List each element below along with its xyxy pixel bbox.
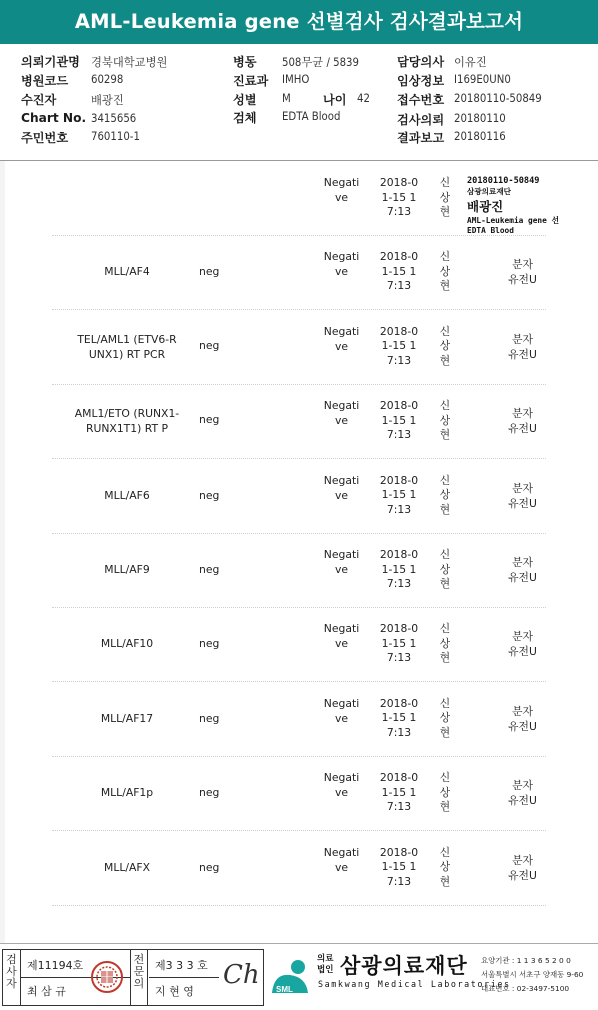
doctor-value: 이유진	[454, 56, 487, 69]
verifier-name	[436, 325, 454, 369]
department-line2: 유전U	[508, 645, 537, 659]
code-value: 60298	[91, 73, 124, 86]
result-category	[319, 845, 364, 875]
result-row	[0, 310, 598, 384]
specimen-label: 검체	[233, 111, 257, 125]
verifier-line3: 현	[439, 577, 451, 590]
verifier-line1: 신	[439, 250, 451, 264]
test-name-line2: RUNX1T1) RT P	[85, 422, 169, 436]
verifier-line3: 현	[439, 353, 451, 367]
result-row	[0, 607, 598, 681]
datetime-line2: 1-15 1	[381, 413, 417, 427]
datetime-line2: 1-15 1	[381, 636, 417, 650]
verifier-line3: 현	[439, 279, 451, 293]
id-label: 주민번호	[21, 131, 69, 145]
category-line2: ve	[334, 414, 349, 428]
datetime-line1: 2018-0	[379, 250, 419, 264]
sex-value: M	[282, 92, 291, 105]
examiner-v3: 자	[6, 977, 17, 990]
verifier-line2: 상	[439, 636, 451, 650]
department-line1: 분자	[512, 556, 533, 569]
category-line2: ve	[334, 637, 349, 651]
results-table	[0, 161, 598, 943]
specialist-v2: 문	[133, 965, 145, 978]
test-name	[52, 488, 202, 503]
signature-box	[2, 949, 264, 1006]
patient-value: 배광진	[91, 94, 124, 107]
ward-label: 병동	[233, 55, 257, 69]
test-name-line1: MLL/AF6	[104, 488, 150, 502]
result-row	[0, 384, 598, 458]
verifier-line2: 상	[439, 711, 451, 725]
org-english-name: Samkwang Medical Laboratories	[318, 979, 511, 989]
test-name	[52, 264, 202, 279]
verifier-line1: 신	[439, 473, 451, 487]
test-name-line1: MLL/AFX	[104, 860, 150, 874]
department-line2: 유전U	[508, 273, 537, 287]
verifier-line2: 상	[439, 190, 451, 204]
verifier-line2: 상	[439, 860, 451, 874]
datetime-line1: 2018-0	[379, 324, 419, 338]
datetime-line2: 1-15 1	[381, 488, 417, 502]
category-line1: Negati	[323, 845, 360, 859]
examiner-v2: 사	[6, 965, 17, 978]
org-type-line1: 의료	[317, 954, 334, 964]
test-name	[52, 860, 202, 875]
category-line2: ve	[334, 786, 349, 800]
department-line1: 분자	[512, 407, 533, 421]
verifier-line1: 신	[439, 324, 451, 338]
test-result: neg	[199, 786, 220, 800]
verifier-line2: 상	[439, 488, 451, 502]
department	[495, 555, 550, 585]
result-datetime	[374, 622, 424, 666]
result-category	[319, 770, 364, 800]
datetime-line3: 7:13	[386, 428, 412, 442]
verifier-name	[436, 474, 454, 518]
result-category	[319, 473, 364, 503]
specialist-signature: Ch	[223, 960, 260, 990]
department	[495, 853, 550, 883]
category-line2: ve	[334, 860, 349, 874]
clinical-label: 임상정보	[397, 74, 445, 88]
sml-logo-text: SML	[276, 985, 293, 994]
result-datetime	[374, 697, 424, 741]
specialist-v1: 전	[133, 953, 145, 966]
specimen-value: EDTA Blood	[282, 110, 341, 123]
result-datetime	[374, 771, 424, 815]
test-result: neg	[199, 860, 220, 874]
cell-divider	[149, 977, 219, 978]
test-name	[52, 332, 202, 362]
category-line2: ve	[334, 265, 349, 279]
examiner-vertical-label	[3, 950, 21, 1005]
result-datetime	[374, 846, 424, 890]
result-row	[0, 459, 598, 533]
age-label: 나이	[323, 93, 347, 107]
verifier-line1: 신	[439, 845, 451, 859]
test-name-line1: MLL/AF10	[100, 637, 154, 651]
result-datetime	[374, 176, 424, 220]
category-line2: ve	[334, 488, 349, 502]
verifier-line3: 현	[439, 874, 451, 888]
department	[495, 332, 550, 362]
org-phone: 대표번호 : 02-3497-5100	[481, 984, 570, 993]
result-datetime	[374, 399, 424, 443]
verifier-line1: 신	[439, 771, 451, 785]
sticker-patient-name: 배광진	[467, 199, 504, 214]
patient-label: 수진자	[21, 93, 57, 107]
test-result: neg	[199, 637, 220, 651]
department-line1: 분자	[512, 853, 533, 867]
org-name: 삼광의료재단	[340, 954, 468, 978]
test-result: neg	[199, 711, 220, 725]
result-category	[319, 696, 364, 726]
datetime-line2: 1-15 1	[381, 860, 417, 874]
department	[495, 629, 550, 659]
department-line2: 유전U	[508, 422, 537, 436]
category-line1: Negati	[323, 548, 360, 561]
test-result: neg	[199, 265, 220, 279]
result-datetime	[374, 325, 424, 369]
verifier-line1: 신	[439, 399, 451, 413]
department-line2: 유전U	[508, 868, 537, 882]
datetime-line1: 2018-0	[379, 176, 419, 189]
result-row	[0, 756, 598, 830]
result-row	[0, 533, 598, 607]
result-category	[319, 175, 364, 205]
datetime-line3: 7:13	[386, 502, 412, 516]
report-title: AML-Leukemia gene 선별검사 검사결과보고서	[0, 0, 598, 44]
test-name-line1: MLL/AF1p	[100, 786, 154, 800]
dept-value: IMHO	[282, 73, 310, 86]
result-row	[0, 235, 598, 309]
report-footer	[0, 944, 598, 1010]
verifier-line1: 신	[439, 176, 451, 189]
clinical-value: I169E0UN0	[454, 73, 511, 86]
category-line1: Negati	[323, 324, 360, 338]
test-name-line1: MLL/AF9	[104, 563, 150, 576]
test-name	[52, 711, 202, 726]
sex-label: 성별	[233, 93, 257, 107]
verifier-line1: 신	[439, 696, 451, 710]
department-line1: 분자	[512, 332, 533, 346]
org-type	[317, 954, 333, 976]
department	[495, 778, 550, 808]
verifier-line2: 상	[439, 562, 451, 576]
category-line1: Negati	[323, 399, 360, 413]
verifier-name	[436, 771, 454, 815]
test-result: neg	[199, 413, 220, 427]
specimen-label-sticker	[467, 176, 589, 234]
sml-logo-icon	[268, 955, 312, 999]
verifier-line3: 현	[439, 205, 451, 218]
hospital-value: 경북대학교병원	[91, 56, 168, 69]
datetime-line2: 1-15 1	[381, 190, 417, 204]
verifier-line3: 현	[439, 725, 451, 739]
verifier-line1: 신	[439, 622, 451, 636]
category-line2: ve	[334, 191, 349, 204]
datetime-line1: 2018-0	[379, 473, 419, 487]
test-name	[52, 636, 202, 651]
category-line2: ve	[334, 339, 349, 353]
report-date-label: 결과보고	[397, 131, 445, 145]
receipt-label: 접수번호	[397, 93, 445, 107]
datetime-line3: 7:13	[386, 874, 412, 888]
datetime-line1: 2018-0	[379, 399, 419, 413]
datetime-line3: 7:13	[386, 577, 412, 590]
verifier-name	[436, 548, 454, 592]
result-row	[0, 682, 598, 756]
category-line1: Negati	[323, 250, 360, 264]
result-datetime	[374, 474, 424, 518]
test-name	[52, 785, 202, 800]
verifier-line2: 상	[439, 413, 451, 427]
verifier-line3: 현	[439, 800, 451, 814]
datetime-line2: 1-15 1	[381, 562, 417, 576]
sticker-receipt-no: 20180110-50849	[467, 176, 540, 186]
result-datetime	[374, 250, 424, 294]
request-value: 20180110	[454, 112, 506, 125]
verifier-line2: 상	[439, 339, 451, 353]
doctor-label: 담당의사	[397, 55, 445, 69]
category-line1: Negati	[323, 473, 360, 487]
sticker-specimen: EDTA Blood	[467, 226, 514, 235]
department-line2: 유전U	[508, 347, 537, 361]
request-label: 검사의뢰	[397, 113, 445, 127]
datetime-line3: 7:13	[386, 800, 412, 814]
org-code: 요양기관 : 1 1 3 6 5 2 0 0	[481, 956, 571, 965]
datetime-line1: 2018-0	[379, 771, 419, 785]
test-name	[52, 406, 202, 436]
verifier-line2: 상	[439, 785, 451, 799]
department-line2: 유전U	[508, 496, 537, 510]
examiner-license-no: 제11194호	[27, 959, 84, 972]
test-name-line1: MLL/AF4	[104, 265, 150, 279]
datetime-line1: 2018-0	[379, 548, 419, 561]
test-name-line1: MLL/AF17	[100, 711, 154, 725]
org-address: 서울특별시 서초구 양재동 9-60	[481, 970, 584, 979]
specialist-name: 지 현 영	[155, 985, 194, 998]
row-separator	[52, 905, 546, 906]
test-result: neg	[199, 338, 220, 352]
department-line1: 분자	[512, 704, 533, 718]
department	[495, 257, 550, 287]
examiner-v1: 검	[6, 953, 17, 966]
result-row	[0, 831, 598, 905]
department-line1: 분자	[512, 481, 533, 495]
department	[495, 406, 550, 436]
datetime-line1: 2018-0	[379, 622, 419, 636]
verifier-name	[436, 250, 454, 294]
verifier-line1: 신	[439, 548, 451, 561]
department-line1: 분자	[512, 630, 533, 644]
result-category	[319, 249, 364, 279]
verifier-name	[436, 176, 454, 220]
verifier-line2: 상	[439, 264, 451, 278]
test-name-line1: TEL/AML1 (ETV6-R	[77, 332, 177, 346]
department-line2: 유전U	[508, 794, 537, 808]
test-name-line2: UNX1) RT PCR	[88, 347, 166, 361]
datetime-line2: 1-15 1	[381, 711, 417, 725]
department	[495, 481, 550, 511]
ward-value: 508무균 / 5839	[282, 56, 359, 69]
datetime-line3: 7:13	[386, 205, 412, 218]
red-seal-icon	[90, 960, 124, 994]
datetime-line3: 7:13	[386, 279, 412, 293]
verifier-name	[436, 697, 454, 741]
receipt-value: 20180110-50849	[454, 92, 542, 105]
test-result: neg	[199, 488, 220, 502]
category-line1: Negati	[323, 696, 360, 710]
category-line1: Negati	[323, 622, 360, 636]
datetime-line2: 1-15 1	[381, 785, 417, 799]
test-name-line1: AML1/ETO (RUNX1-	[74, 407, 180, 421]
result-datetime	[374, 548, 424, 592]
department-line2: 유전U	[508, 719, 537, 733]
department-line1: 분자	[512, 779, 533, 793]
result-category	[319, 621, 364, 651]
datetime-line2: 1-15 1	[381, 339, 417, 353]
specialist-license-no: 제3 3 3 호	[155, 959, 208, 972]
verifier-name	[436, 622, 454, 666]
chart-value: 3415656	[91, 112, 137, 125]
chart-label: Chart No.	[21, 111, 87, 125]
datetime-line3: 7:13	[386, 725, 412, 739]
department-line1: 분자	[512, 258, 533, 272]
datetime-line1: 2018-0	[379, 845, 419, 859]
hospital-label: 의뢰기관명	[21, 55, 80, 69]
category-line2: ve	[334, 563, 349, 576]
org-type-line2: 법인	[317, 965, 334, 975]
result-category	[319, 398, 364, 428]
datetime-line3: 7:13	[386, 651, 412, 665]
department-line2: 유전U	[508, 571, 537, 584]
datetime-line2: 1-15 1	[381, 264, 417, 278]
specialist-v3: 의	[133, 977, 145, 990]
code-label: 병원코드	[21, 74, 69, 88]
sticker-lab-name: 삼광의료재단	[467, 187, 512, 196]
age-value: 42	[357, 92, 370, 105]
datetime-line3: 7:13	[386, 353, 412, 367]
verifier-line3: 현	[439, 502, 451, 516]
sticker-test-name: AML-Leukemia gene 선	[467, 216, 560, 225]
verifier-name	[436, 399, 454, 443]
result-category	[319, 547, 364, 577]
patient-info-panel	[0, 44, 598, 160]
category-line2: ve	[334, 711, 349, 725]
dept-label: 진료과	[233, 74, 269, 88]
test-name	[52, 562, 202, 577]
verifier-line3: 현	[439, 428, 451, 442]
examiner-name: 최 삼 규	[27, 985, 66, 998]
test-result: neg	[199, 563, 220, 576]
category-line1: Negati	[323, 771, 360, 785]
verifier-line3: 현	[439, 651, 451, 665]
report-date-value: 20180116	[454, 130, 506, 143]
department	[495, 704, 550, 734]
verifier-name	[436, 846, 454, 890]
datetime-line1: 2018-0	[379, 696, 419, 710]
specialist-vertical-label	[130, 950, 148, 1005]
category-line1: Negati	[323, 176, 360, 189]
result-category	[319, 324, 364, 354]
id-value: 760110-1	[91, 130, 140, 143]
